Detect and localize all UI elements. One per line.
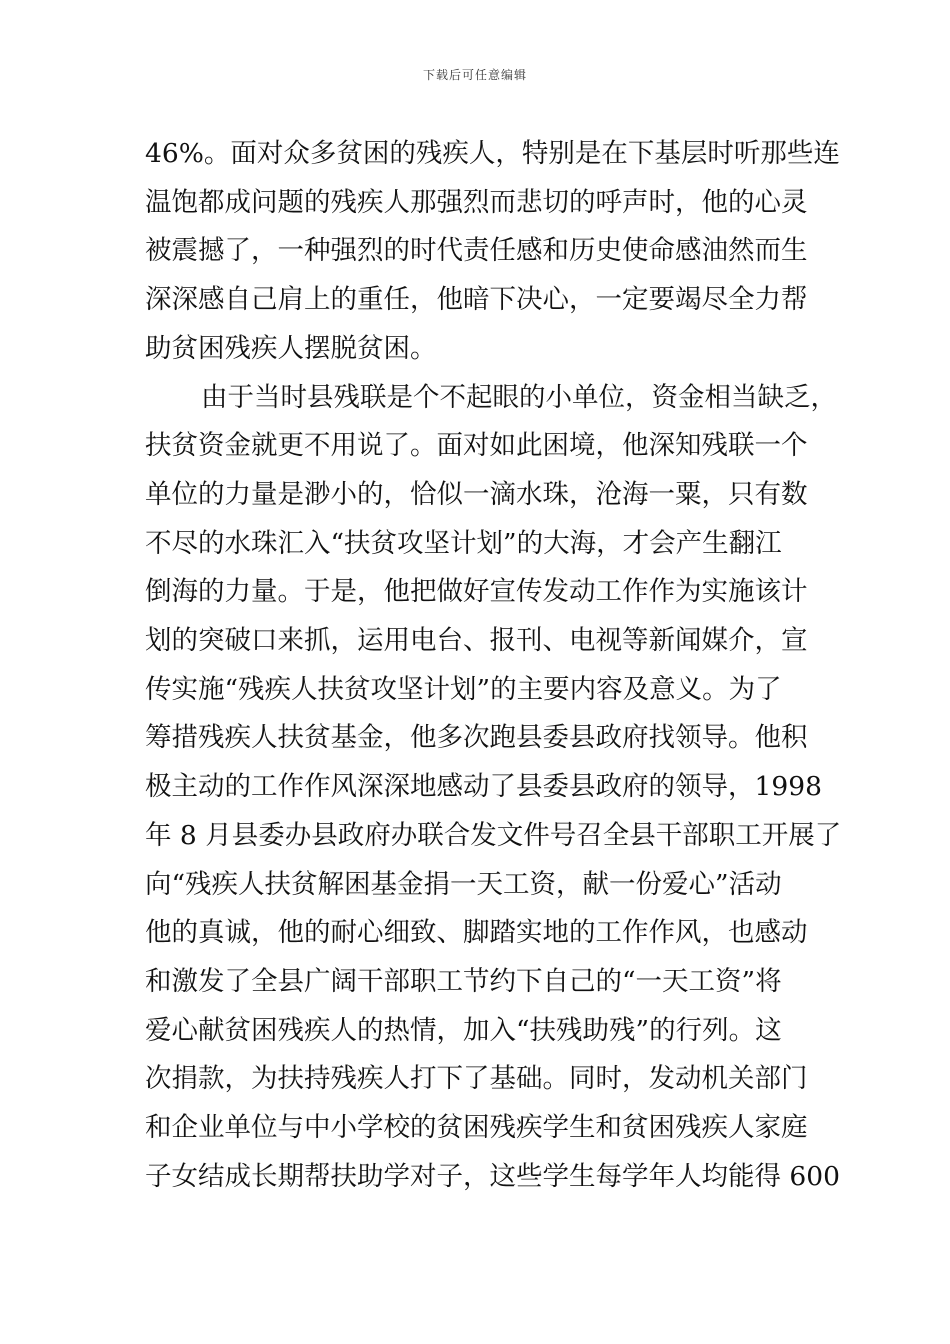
text-line: 46%。面对众多贫困的残疾人，特别是在下基层时听那些连 <box>145 138 840 169</box>
text-line: 倒海的力量。于是，他把做好宣传发动工作作为实施该计 <box>145 576 808 608</box>
text-line: 温饱都成问题的残疾人那强烈而悲切的呼声时，他的心灵 <box>145 186 808 218</box>
text-line: 被震撼了，一种强烈的时代责任感和历史使命感油然而生 <box>145 235 808 267</box>
paragraph-2 <box>145 374 842 1202</box>
text-line: 由于当时县残联是个不起眼的小单位，资金相当缺乏， <box>201 381 837 413</box>
text-line: 极主动的工作作风深深地感动了县委县政府的领导，1998 <box>145 771 822 803</box>
text-line: 他的真诚，他的耐心细致、脚踏实地的工作作风，也感动 <box>145 917 808 949</box>
text-line: 和企业单位与中小学校的贫困残疾学生和贫困残疾人家庭 <box>145 1112 808 1144</box>
page-header: 下载后可任意编辑 <box>422 68 527 82</box>
text-line: 划的突破口来抓，运用电台、报刊、电视等新闻媒介，宣 <box>145 625 808 657</box>
text-line: 助贫困残疾人摆脱贫困。 <box>145 332 437 364</box>
text-line: 不尽的水珠汇入“扶贫攻坚计划”的大海，才会产生翻江 <box>145 527 782 559</box>
text-line: 子女结成长期帮扶助学对子，这些学生每学年人均能得 600 <box>145 1160 841 1192</box>
text-line: 传实施“残疾人扶贫攻坚计划”的主要内容及意义。为了 <box>145 673 782 705</box>
paragraph-1 <box>145 130 840 374</box>
text-line: 筹措残疾人扶贫基金，他多次跑县委县政府找领导。他积 <box>145 722 808 754</box>
text-line: 向“残疾人扶贫解困基金捐一天工资，献一份爱心”活动 <box>145 868 782 900</box>
text-line: 单位的力量是渺小的，恰似一滴水珠，沧海一粟，只有数 <box>145 478 808 510</box>
text-line: 年 8 月县委办县政府办联合发文件号召全县干部职工开展了 <box>145 819 842 851</box>
document-body <box>145 130 842 1201</box>
text-line: 和激发了全县广阔干部职工节约下自己的“一天工资”将 <box>145 965 782 997</box>
text-line: 次捐款，为扶持残疾人打下了基础。同时，发动机关部门 <box>145 1063 808 1095</box>
text-line: 扶贫资金就更不用说了。面对如此困境，他深知残联一个 <box>145 430 808 462</box>
text-line: 爱心献贫困残疾人的热情，加入“扶残助残”的行列。这 <box>145 1014 782 1046</box>
text-line: 深深感自己肩上的重任，他暗下决心，一定要竭尽全力帮 <box>145 284 808 316</box>
